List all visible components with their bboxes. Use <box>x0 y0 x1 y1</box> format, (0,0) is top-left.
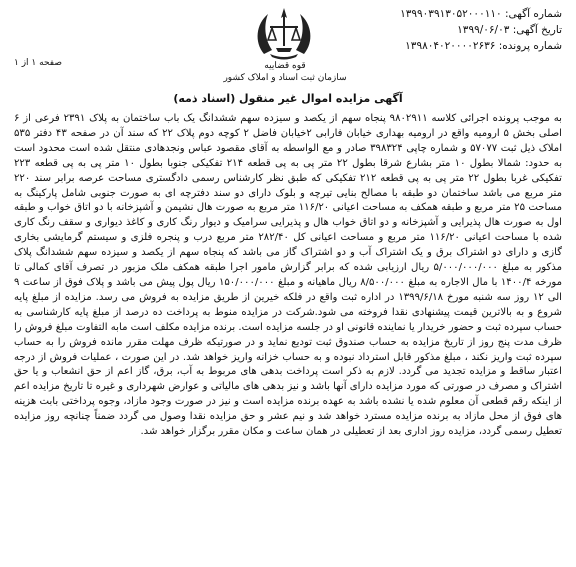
registry-org-name: سازمان ثبت اسناد و املاک کشور <box>223 73 347 83</box>
notice-number-row <box>362 6 562 22</box>
notice-body: به موجب پرونده اجرائی کلاسه ۹۸۰۲۹۱۱ پنجاه سهم از یکصد و سیزده سهم ششدانگ یک باب ساختمان به پلاک ۲۳۹۱ فرعی از ۶ اصلی بخش ۵ ارومیه واقع در ارومیه بهداری خیابان فارابی ۲خیابان فاضل ۲ کوچه دوم پلاک ۲۲ که سند آن در صفحه ۴۳ دفتر ۵۳۵ املاک ذیل ثبت ۵۷۰۷۷ و شماره چاپی ۳۹۸۳۲۴ صادر و مع الواسطه به آقای مقصود عباس ونجدهادی منتقل شده است محدود است به حدود: شمالا بطول ۱۰ متر بشارع شرقا بطول ۲۲ متر پی به پی قطعه ۲۱۴ تفکیکی جنوبا بطول ۱۰ متر پی به پی قطعه ۲۲۳ تفکیکی غربا بطول ۲۲ متر پی به پی قطعه ۲۱۲ تفکیکی که طبق نظر کارشناس رسمی دادگستری مساحت عرصه برابر سند ۲۲۰ متر مربع می باشد ساختمان دو طبقه با مصالح بنایی تیرچه و بلوک دارای دو سند دفترچه ای به صورت جنوبی شامل پارکینگ به مساحت ۲۵ متر مربع و طبقه همکف به مساحت اعیانی ۱۱۶/۲۰ متر مربع به صورت هال نشیمن و آشپزخانه با دو اتاق خواب و طبقه اول به صورت هال پذیرایی و آشپزخانه و دو اتاق خواب هال و پذیرایی سرامیک و دیوار رنگ کاری و کاغذ دیواری و سقف رنگ کاری شده با مساحت اعیانی ۱۱۶/۲۰ متر مربع و مساحت اعیانی کل ۲۸۲/۴۰ متر مربع درب و پنجره فلزی و سیستم گرمایشی بخاری گازی و دارای دو اشتراک برق و یک اشتراک آب و دو اشتراک گاز می باشد که پنجاه سهم از یکصد و سیزده سهم ششدانگ پلاک مذکور به مبلغ ۵/۰۰۰/۰۰۰/۰۰۰ ریال ارزیابی شده که برابر گزارش مامور اجرا طبقه همکف ملک مزبور در تصرف آقای کمالی تا مورخه ۱۴۰۰/۴ با مال الاجاره به مبلغ ۸/۵۰۰/۰۰۰ ریال ماهیانه و مبلغ ۱۵۰/۰۰۰/۰۰۰ ریال پول پیش می باشد و پلاک فوق از ساعت ۹ الی ۱۲ روز سه شنبه مورخ ۱۳۹۹/۶/۱۸ در اداره ثبت واقع در فلکه خیرین از طریق مزایده به فروش می رسد. مزایده از مبلغ پایه شروع و به بالاترین قیمت پیشنهادی نقدا فروخته می شود.شرکت در مزایده منوط به پرداخت ده درصد از مبلغ پایه کارشناسی به حساب سپرده ثبت و حضور خریدار یا نماینده قانونی او در جلسه مزایده است. برنده مزایده مکلف است مابه التفاوت مبلغ فروش را ظرف مدت پنج روز از تاریخ مزایده به حساب صندوق ثبت تودیع نماید و در صورتیکه ظرف مهلت مقرر مانده فروش را به حساب سپرده ثبت واریز نکند ، مبلغ مذکور قابل استرداد نبوده و به حساب خزانه واریز خواهد شد. در این صورت ، عملیات فروش از درجه اعتبار ساقط و مزایده تجدید می گردد. لازم به ذکر است پرداخت بدهی های مربوط به آب، برق، گاز اعم از حق انشعاب و یا حق اشتراک و مصرف در صورتی که مورد مزایده دارای آنها باشد و نیز بدهی های مالیاتی و عوارض شهرداری و غیره تا تاریخ مزایده اعم از اینکه رقم قطعی آن معلوم شده یا نشده باشد به عهده برنده مزایده است و نیز در صورت وجود مازاد، وجوه پرداختی بابت هزینه های فوق از محل مازاد به برنده مزایده مسترد خواهد شد و نیم عشر و حق مزایده نقدا وصول می گردد ضمناً چنانچه روز مزایده تعطیل رسمی گردد، مزایده روز اداری بعد از تعطیلی در همان ساعت و مکان مقرر برگزار خواهد شد. <box>14 113 562 438</box>
notice-meta <box>362 6 562 54</box>
judiciary-name: قوه قضاییه <box>264 61 306 71</box>
notice-number-label: شماره آگهی: <box>504 8 562 20</box>
file-number: ۱۳۹۸۰۴۰۲۰۰۰۰۲۶۳۶ <box>405 40 496 52</box>
file-number-row <box>362 38 562 54</box>
page-number: صفحه ۱ از ۱ <box>14 58 62 68</box>
file-number-label: شماره پرونده: <box>498 40 562 52</box>
emblem-icon <box>250 4 318 60</box>
notice-date: ۱۳۹۹/۰۶/۰۳ <box>457 24 510 36</box>
organization-name <box>220 60 350 84</box>
notice-title: آگهی مزایده اموال غیر منقول (اسناد ذمه) <box>173 92 403 105</box>
notice-date-label: تاریخ آگهی: <box>512 24 562 36</box>
notice-number: ۱۳۹۹۰۳۹۱۳۰۵۲۰۰۰۱۱۰ <box>400 8 502 20</box>
notice-date-row <box>362 22 562 38</box>
